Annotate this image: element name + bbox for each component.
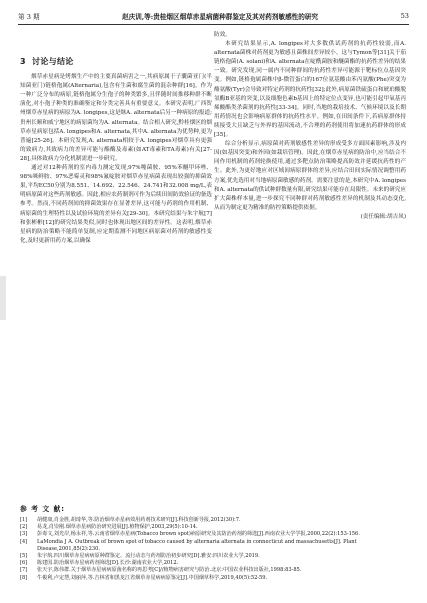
reference-number: [8] — [20, 574, 28, 581]
reference-number: [4] — [20, 538, 28, 545]
paragraph: 综合分析显示,病原菌对药剂敏感性差异的形成受多方面因素影响,涉及内因(如基因突变)和外因(如栽培管理)。因此,在烟草赤星病的防治中,应当结合不同作用机制的药剂轮换使用,通过多靶点防治策略提高防效并延缓抗药性的产生。此外,为更好地应对区域间病原群体的差异,应结合田间实际情况调整用药方案,优先选用对当地病原菌敏感的药剂。需要注意的是,本研究中A. longipes和A. alternata的供试种群数量有限,研究结果可能存在局限性。未来的研究应扩大菌株样本量,进一步探究不同种群对药剂敏感性差异的机制及其动态变化,从而为制定更为精准的防控策略提供依据。 — [214, 141, 406, 211]
reference-text: 陈建国.防治烟草赤星病药剂筛选[D].长沙:湖南农业大学,2012. — [37, 560, 179, 567]
reference-item — [20, 539, 409, 553]
right-column — [214, 31, 406, 222]
section-number: 3 — [20, 57, 26, 66]
paragraph: 防效。 — [214, 32, 231, 38]
reference-text: 牛俊利,卢定慧,刘丽萍,等.吉林省和黑龙江省烟草赤星病病原鉴定[J].中国烟草科学,2019,40(5):52-59. — [37, 574, 268, 581]
editor-note: (责任编辑:胡吉凤) — [360, 213, 406, 220]
reference-number: [3] — [20, 531, 28, 538]
reference-item — [20, 531, 409, 538]
reference-text: 彭毒文,刘光岸,杨永祥,等.云南省烟草赤星病(Tobacco brown spot)病原研究及其防治药剂的筛选[J].西南农业大学学报,2000,22(2):153-156. — [37, 531, 360, 538]
reference-number: [5] — [20, 553, 28, 560]
left-column — [20, 31, 212, 246]
section-title: 讨论与结论 — [32, 57, 74, 66]
references-heading: 参 考 文 献: — [20, 505, 66, 513]
reference-text: 张天宇,陈伟群.关于烟草赤星病病原菌名称的再思考[C]//植物病害研究与防治.北京:中国农业科技出版社,1998:83-85. — [37, 567, 302, 574]
reference-list — [20, 517, 409, 582]
reference-number: [1] — [20, 517, 28, 523]
running-header — [18, 9, 409, 23]
reference-text: LaMondia J A. Outbreak of brown spot of tobacco caused by alternaria alternata in connecticut and massachusetts[J]. Plant Disease,2001,85(2):230. — [37, 538, 357, 552]
reference-text: 胡健康,肖金胜,胡琦华,等.防治烟草赤星病效用药剂技术研究[J].科技创新导报,2012(30):7. — [37, 517, 241, 523]
header-rule — [18, 24, 409, 25]
running-title: 赵庆训,等:贵桂烟区烟草赤星病菌种群鉴定及其对药剂敏感性的研究 — [122, 13, 319, 21]
page-edge-mark — [0, 276, 6, 320]
reference-item — [20, 575, 409, 582]
section-heading — [20, 57, 212, 66]
page-number: 53 — [400, 12, 409, 20]
reference-number: [6] — [20, 560, 28, 567]
reference-item — [20, 567, 409, 574]
reference-text: 易龙,肖崇刚.烟草赤星病防治研究进展[J].植物保护,2003,29(5):10-14. — [37, 524, 198, 531]
reference-number: [7] — [20, 567, 28, 574]
reference-text: 朱宇航.四川烟草赤星病病原种群鉴定、流行动态与药剂防治初步研究[D].雅安:四川农业大学,2019. — [37, 553, 260, 560]
paragraph: 本研究结果显示,A. longipes对大多数供试药剂的抗药性较弱,而A. alternata菌株对药剂更为敏感且菌株间差异较小。这与Tymon等[31]关于茄链格孢菌(A. solani)和A. alternata在啶酰菌胺和醚菌酯的抗药性差异的结果一致。研究发现,同一属内不同种群间的抗药性差异可能源于靶标位点基因突变。例如,链格孢属菌株中β-微管蛋白的167位氨基酸由苯丙氨酸(Phe)突变为酪氨酸(Tyr)会导致对特定药剂的抗药性[32];此外,病原菌铁硫蛋白和琥珀酸脱氢酶B亚基的突变,以及细胞色素b基因上的特定位点变异,也可能引起甲氧基丙烯酸酯类杀菌剂的抗药性[33-34]。同时,当地的栽培技术、气候环境以及长期用药情况也会影响病原群体的抗药性水平。例如,在田间条件下,若病原群体持续接受大且缺乏与外界的基因流动,不合理的药剂使用将加速抗药群体的形成[35]。 — [214, 41, 406, 139]
reference-number: [2] — [20, 524, 28, 531]
issue-number: 第 3 期 — [18, 13, 40, 21]
paragraph: 烟草赤星病是烤烟生产中的主要真菌病害之一,其病原属于子囊菌亚门(半知菌亚门)链格孢属(Alternaria),包含有生菌和腐生菌的混杂种群[16]。作为一种广泛分布的病原,链格孢属分生孢子的种类繁多,且伴随时间推移种群不断演化,对小孢子种类的准确鉴定和分类完善具有重要意义。本研究表明,广西贺州烟草赤星病的病原为A. longipes,这是继A. alternata后另一种病原的报道;贵州长顺和威宁地区的病原菌均为A. alternata。结合相人研究,黔桂烟区的烟草赤星病原包括A. longipes和A. alternata,其中A. alternata为优势种,更为普遍[25-26]。本研究发现,A. alternata相较于A. longipes对烟草具有更强的致病力,其致病力的差异可能与酯酶及毒素(如AT毒素和TA毒素)有关[27-28],具体致病力分化机制需进一步研究。 — [20, 74, 212, 162]
paragraph: 通过对12种药剂的室内毒力测定发现,97%噻菌胺、95%苯醚甲环唑、98%咪鲜胺、97%恶霉灵和98%氟啶胺对烟草赤星病菌表现出较强的抑菌效果,平均EC50分别为8.551、14.692、22.546、24.741和32.008 mg/L,表明病原菌对这些药剂敏感。因此,相应农药制剂可作为后续田间防效验证的备选参考。然而,不同药剂间的抑菌效果存在显著差异,这可能与药剂的作用机制、病原菌的生理特性以及试验环境的差异有关[29-30]。本研究结果与朱宇航[7]和张彬彬[12]的研究结果类似,同时也体现出地区间的差异性。这表明,烟草赤星病的防治策略不能简单复制,应定期监测不同地区病原菌对药剂的敏感性变化,及时更新用药方案,以确保 — [20, 165, 212, 244]
